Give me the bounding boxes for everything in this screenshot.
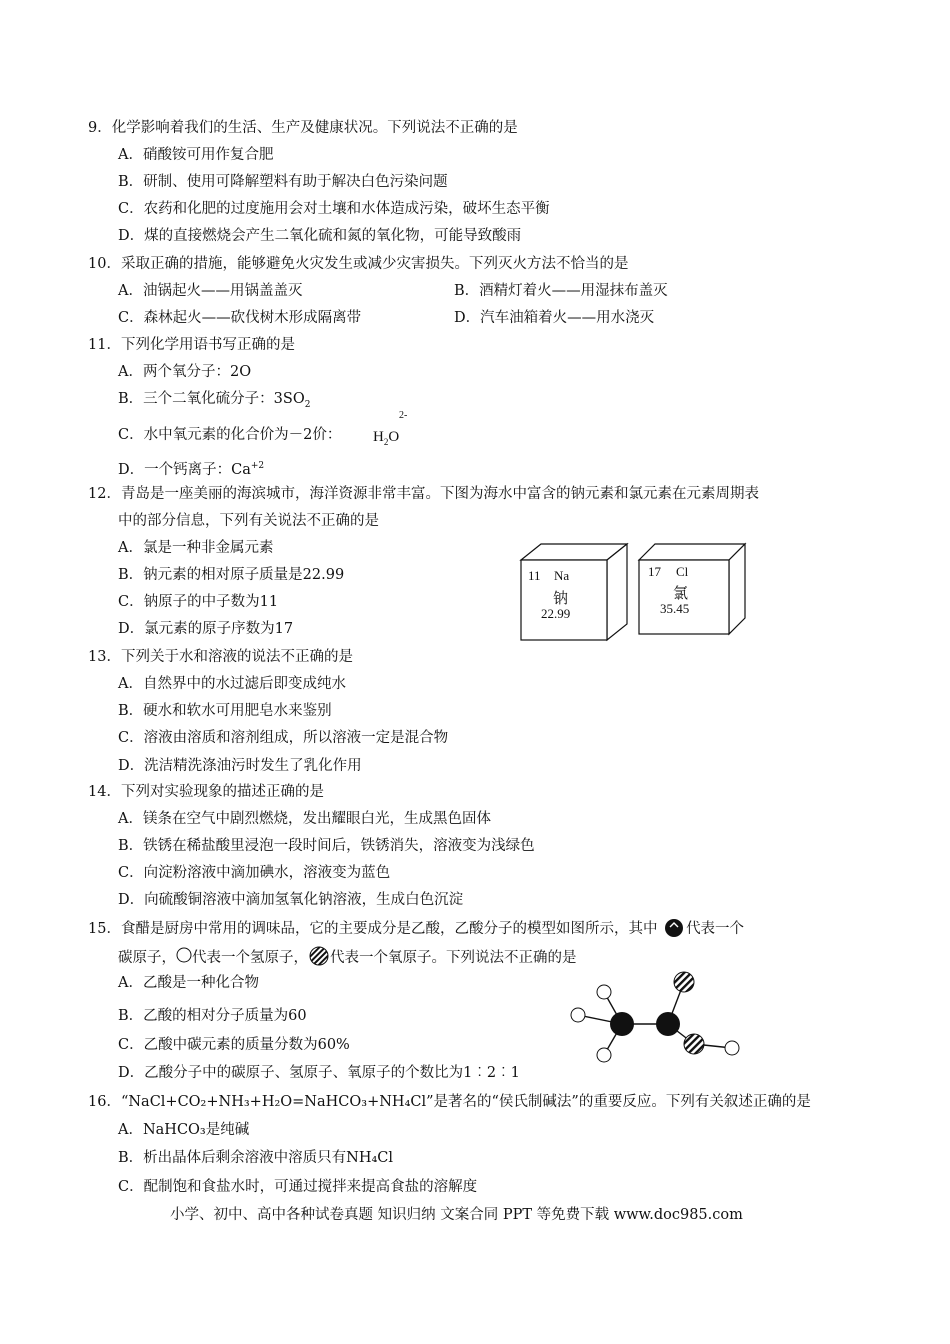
- q15-stem-line2: 碳原子， 代表一个氢原子， 代表一个氧原子。下列说法不正确的是: [118, 946, 577, 968]
- q10-stem: 10．采取正确的措施，能够避免火灾发生或减少灾害损失。下列灭火方法不恰当的是: [88, 256, 629, 272]
- q13-option-c: C．溶液由溶质和溶剂组成，所以溶液一定是混合物: [118, 730, 449, 746]
- q15-option-b: B．乙酸的相对分子质量为60: [118, 1008, 307, 1024]
- q12-option-d: D．氯元素的原子序数为17: [118, 621, 294, 637]
- cl-name: 氯: [673, 586, 689, 602]
- valence-charge: 2-: [399, 410, 408, 421]
- q10-option-c: C．森林起火——砍伐树木形成隔离带: [118, 310, 362, 326]
- element-boxes-figure: [515, 538, 755, 643]
- na-atomic-number: 11: [528, 568, 541, 583]
- q11-option-a: A．两个氧分子：2O: [118, 364, 252, 380]
- q11-option-c: C．水中氧元素的化合价为－2价：: [118, 427, 342, 443]
- q14-stem: 14．下列对实验现象的描述正确的是: [88, 784, 324, 800]
- q10-option-a: A．油锅起火——用锅盖盖灭: [118, 283, 303, 299]
- q13-stem: 13．下列关于水和溶液的说法不正确的是: [88, 649, 353, 665]
- q14-option-d: D．向硫酸铜溶液中滴加氢氧化钠溶液，生成白色沉淀: [118, 892, 464, 908]
- q9-option-b: B．研制、使用可降解塑料有助于解决白色污染问题: [118, 174, 448, 190]
- q9-option-a: A．硝酸铵可用作复合肥: [118, 147, 274, 163]
- q14-option-c: C．向淀粉溶液中滴加碘水，溶液变为蓝色: [118, 865, 391, 881]
- q16-stem: 16．“NaCl+CO₂+NH₃+H₂O=NaHCO₃+NH₄Cl”是著名的“侯氏制碱法”的重要反应。下列有关叙述正确的是: [88, 1094, 811, 1110]
- q15-option-d: D．乙酸分子中的碳原子、氢原子、氧原子的个数比为1︰2︰1: [118, 1065, 520, 1081]
- q14-option-b: B．铁锈在稀盐酸里浸泡一段时间后，铁锈消失，溶液变为浅绿色: [118, 838, 535, 854]
- cl-atomic-mass: 35.45: [660, 601, 690, 616]
- q12-option-c: C．钠原子的中子数为11: [118, 594, 279, 610]
- na-name: 钠: [553, 591, 569, 607]
- q9-option-d: D．煤的直接燃烧会产生二氧化硫和氮的氧化物，可能导致酸雨: [118, 228, 522, 244]
- q12-stem-line1: 12．青岛是一座美丽的海滨城市，海洋资源非常丰富。下图为海水中富含的钠元素和氯元素在元素周期表: [88, 486, 759, 502]
- carbon-atom-icon: [662, 918, 686, 938]
- q13-option-d: D．洗洁精洗涤油污时发生了乳化作用: [118, 758, 362, 774]
- na-symbol: Na: [554, 568, 570, 583]
- q9-option-c: C．农药和化肥的过度施用会对土壤和水体造成污染，破坏生态平衡: [118, 201, 550, 217]
- q13-option-a: A．自然界中的水过滤后即变成纯水: [118, 676, 346, 692]
- cl-symbol: Cl: [676, 564, 689, 579]
- q11-option-d: D．一个钙离子：$Ca^{+2}$: [118, 461, 265, 478]
- page-footer: 小学、初中、高中各种试卷真题 知识归纳 文案合同 PPT 等免费下载 www.doc985.com: [170, 1207, 743, 1223]
- q15-stem-line1: 15．食醋是厨房中常用的调味品，它的主要成分是乙酸，乙酸分子的模型如图所示，其中 代表一个: [88, 918, 744, 939]
- q13-option-b: B．硬水和软水可用肥皂水来鉴别: [118, 703, 332, 719]
- q16-option-a: A．NaHCO₃是纯碱: [118, 1122, 250, 1138]
- valence-formula: $H_2O$: [373, 429, 400, 447]
- q15-option-c: C．乙酸中碳元素的质量分数为60%: [118, 1037, 350, 1053]
- q12-option-b: B．钠元素的相对原子质量是22.99: [118, 567, 345, 583]
- oxygen-atom-icon: [308, 946, 330, 966]
- q15-option-a: A．乙酸是一种化合物: [118, 975, 259, 991]
- na-atomic-mass: 22.99: [541, 606, 571, 621]
- q14-option-a: A．镁条在空气中剧烈燃烧，发出耀眼白光，生成黑色固体: [118, 811, 491, 827]
- hydrogen-atom-icon: [176, 946, 192, 964]
- q10-option-d: D．汽车油箱着火——用水浇灭: [454, 310, 655, 326]
- q11-option-b: B．三个二氧化硫分子：$3SO_2$: [118, 391, 311, 410]
- q10-option-b: B．酒精灯着火——用湿抹布盖灭: [454, 283, 668, 299]
- cl-atomic-number: 17: [648, 564, 661, 579]
- q11-stem: 11．下列化学用语书写正确的是: [88, 337, 295, 353]
- q9-stem: 9．化学影响着我们的生活、生产及健康状况。下列说法不正确的是: [88, 120, 518, 136]
- q12-option-a: A．氯是一种非金属元素: [118, 540, 274, 556]
- q12-stem-line2: 中的部分信息，下列有关说法不正确的是: [118, 513, 379, 529]
- q16-option-b: B．析出晶体后剩余溶液中溶质只有NH₄Cl: [118, 1150, 394, 1166]
- q16-option-c: C．配制饱和食盐水时，可通过搅拌来提高食盐的溶解度: [118, 1179, 478, 1195]
- acetic-acid-molecule-figure: [560, 968, 750, 1068]
